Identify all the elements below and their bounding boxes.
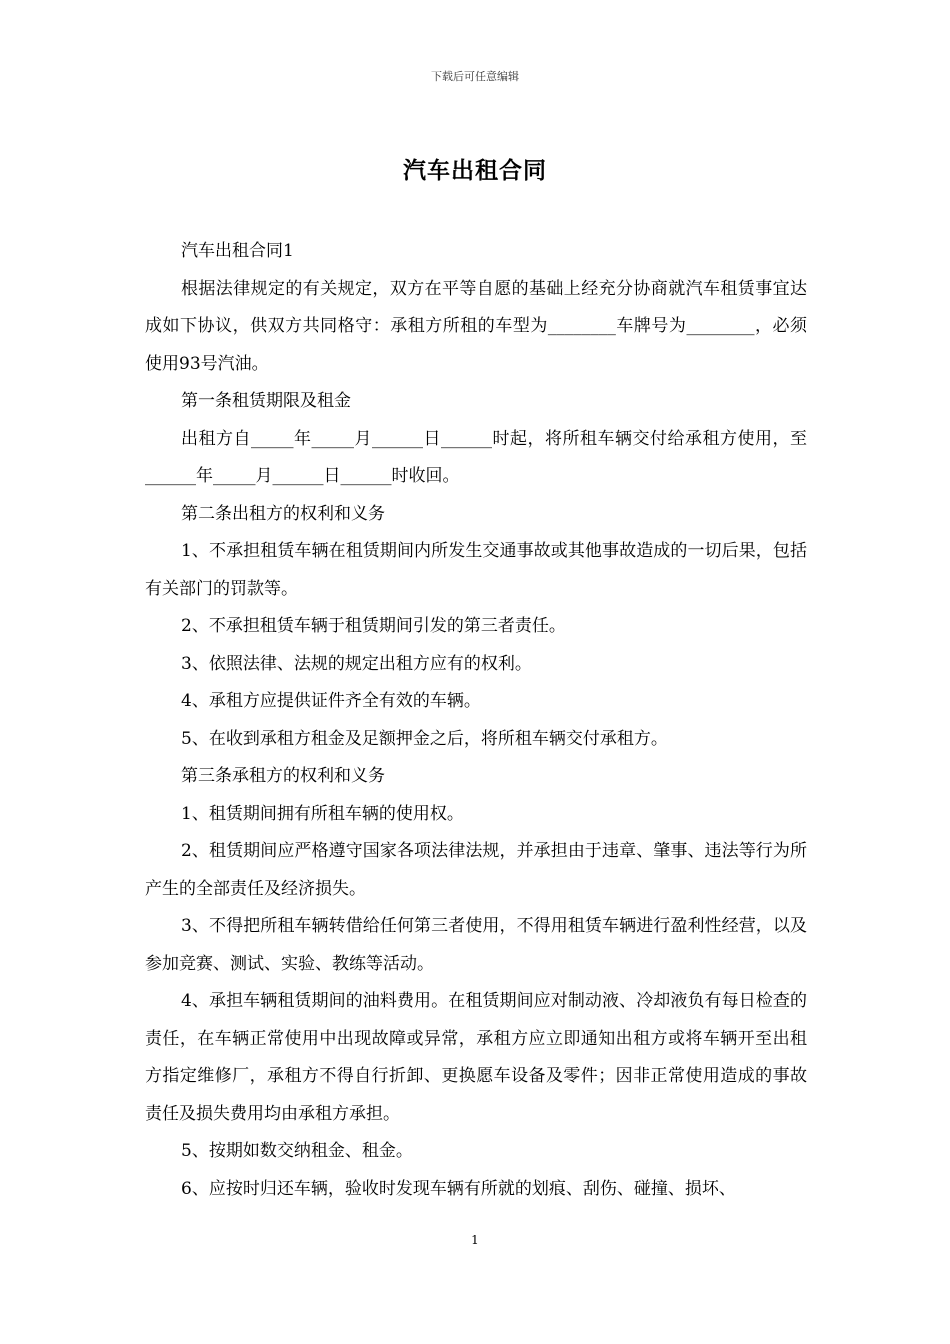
page-header-note: 下载后可任意编辑 <box>431 70 519 83</box>
paragraph-article-1-heading: 第一条租赁期限及租金 <box>181 391 351 411</box>
paragraph-lessee-item-4: 4、承担车辆租赁期间的油料费用。在租赁期间应对制动液、冷却液负有每日检查的责任，在车辆正常使用中出现故障或异常，承租方应立即通知出租方或将车辆开至出租方指定维修厂，承租方不得自行折卸、更换愿车设备及零件；因非正常使用造成的事故责任及损失费用均由承租方承担。 <box>145 991 807 1124</box>
paragraph-lessee-item-5: 5、按期如数交纳租金、租金。 <box>181 1141 413 1161</box>
paragraph-lessor-item-4: 4、承租方应提供证件齐全有效的车辆。 <box>181 691 481 711</box>
paragraph-lessor-item-5: 5、在收到承租方租金及足额押金之后，将所租车辆交付承租方。 <box>181 728 668 749</box>
paragraph-lessor-item-1: 1、不承担租赁车辆在租赁期间内所发生交通事故或其他事故造成的一切后果，包括有关部门的罚款等。 <box>145 541 807 599</box>
paragraph-lessee-item-1: 1、租赁期间拥有所租车辆的使用权。 <box>181 803 464 824</box>
paragraph-preamble: 根据法律规定的有关规定，双方在平等自愿的基础上经充分协商就汽车租赁事宜达成如下协议，供双方共同格守：承租方所租的车型为________车牌号为________，必须使用93号汽油。 <box>145 278 807 374</box>
paragraph-lessee-item-6: 6、应按时归还车辆，验收时发现车辆有所就的划痕、刮伤、碰撞、损坏、 <box>181 1178 736 1199</box>
document-body <box>145 233 807 1208</box>
paragraph-article-3-heading: 第三条承租方的权利和义务 <box>181 766 385 786</box>
paragraph-lessee-item-2: 2、租赁期间应严格遵守国家各项法律法规，并承担由于违章、肇事、违法等行为所产生的全部责任及经济损失。 <box>145 841 807 899</box>
paragraph-lessor-item-2: 2、不承担租赁车辆于租赁期间引发的第三者责任。 <box>181 616 566 636</box>
page-number: 1 <box>471 1233 479 1247</box>
document-title: 汽车出租合同 <box>403 157 547 184</box>
paragraph-article-2-heading: 第二条出租方的权利和义务 <box>181 503 385 524</box>
paragraph-lease-term: 出租方自_____年_____月______日______时起，将所租车辆交付给承租方使用，至______年_____月______日______时收回。 <box>145 428 807 486</box>
paragraph-lessee-item-3: 3、不得把所租车辆转借给任何第三者使用，不得用租赁车辆进行盈利性经营，以及参加竞赛、测试、实验、教练等活动。 <box>145 916 807 974</box>
paragraph-contract-heading: 汽车出租合同1 <box>181 241 294 261</box>
paragraph-lessor-item-3: 3、依照法律、法规的规定出租方应有的权利。 <box>181 653 532 674</box>
